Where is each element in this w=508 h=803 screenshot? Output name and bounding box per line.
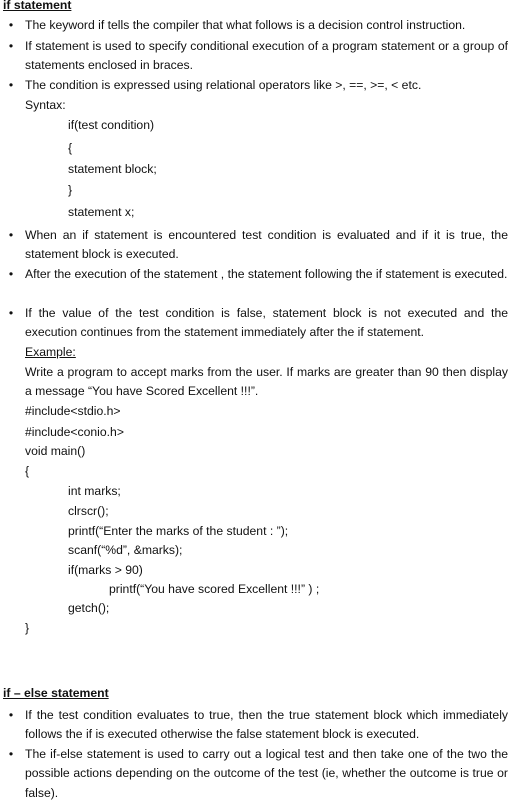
if-statement-heading: if statement xyxy=(3,0,72,12)
bullet-icon xyxy=(6,706,16,725)
code-line: getch(); xyxy=(68,601,110,615)
bullet-text: The keyword if tells the compiler that what follows is a decision control instruction. xyxy=(25,18,466,32)
bullet-text: After the execution of the statement , the statement following the if statement is executed. xyxy=(25,267,508,281)
syntax-line: statement block; xyxy=(68,162,157,176)
bullet-text: The condition is expressed using relational operators like >, ==, >=, < etc. xyxy=(25,78,422,92)
bullet-text: The if-else statement is used to carry out a logical test and then take one of the two the possible actions depending on the outcome of the test (ie, whether the outcome is true or false). xyxy=(25,747,508,800)
code-line: scanf(“%d”, &marks); xyxy=(68,543,183,557)
bullet-text: If statement is used to specify conditional execution of a program statement or a group of statements enclosed in braces. xyxy=(25,39,508,73)
syntax-line: { xyxy=(68,141,73,155)
bullet-icon xyxy=(6,76,16,95)
code-line: int marks; xyxy=(68,484,121,498)
bullet-icon xyxy=(6,265,16,284)
if-else-statement-heading: if – else statement xyxy=(3,686,109,700)
code-line: #include<stdio.h> xyxy=(25,404,121,418)
syntax-line: } xyxy=(68,183,73,197)
bullet-icon xyxy=(6,37,16,56)
code-line: printf(“Enter the marks of the student : ”); xyxy=(68,524,289,538)
example-text: Write a program to accept marks from the user. If marks are greater than 90 then display a message “You have Scored Excellent !!!”. xyxy=(25,365,508,399)
syntax-line: statement x; xyxy=(68,205,135,219)
bullet-text: If the test condition evaluates to true, then the true statement block which immediately follows the if is executed otherwise the false statement block is executed. xyxy=(25,708,508,742)
code-line: printf(“You have scored Excellent !!!” ) ; xyxy=(109,582,320,596)
bullet-text: When an if statement is encountered test condition is evaluated and if it is true, the statement block is executed. xyxy=(25,228,508,262)
syntax-label: Syntax: xyxy=(25,98,66,112)
bullet-icon xyxy=(6,745,16,764)
example-label: Example: xyxy=(25,345,76,359)
bullet-icon xyxy=(6,304,16,323)
code-line: } xyxy=(25,621,30,635)
code-line: void main() xyxy=(25,444,86,458)
syntax-line: if(test condition) xyxy=(68,118,155,132)
bullet-icon xyxy=(6,16,16,35)
bullet-text: If the value of the test condition is false, statement block is not executed and the execution continues from the statement immediately after the if statement. xyxy=(25,306,508,340)
code-line: clrscr(); xyxy=(68,504,109,518)
code-line: if(marks > 90) xyxy=(68,563,143,577)
code-line: #include<conio.h> xyxy=(25,425,124,439)
code-line: { xyxy=(25,464,30,478)
bullet-icon xyxy=(6,226,16,245)
